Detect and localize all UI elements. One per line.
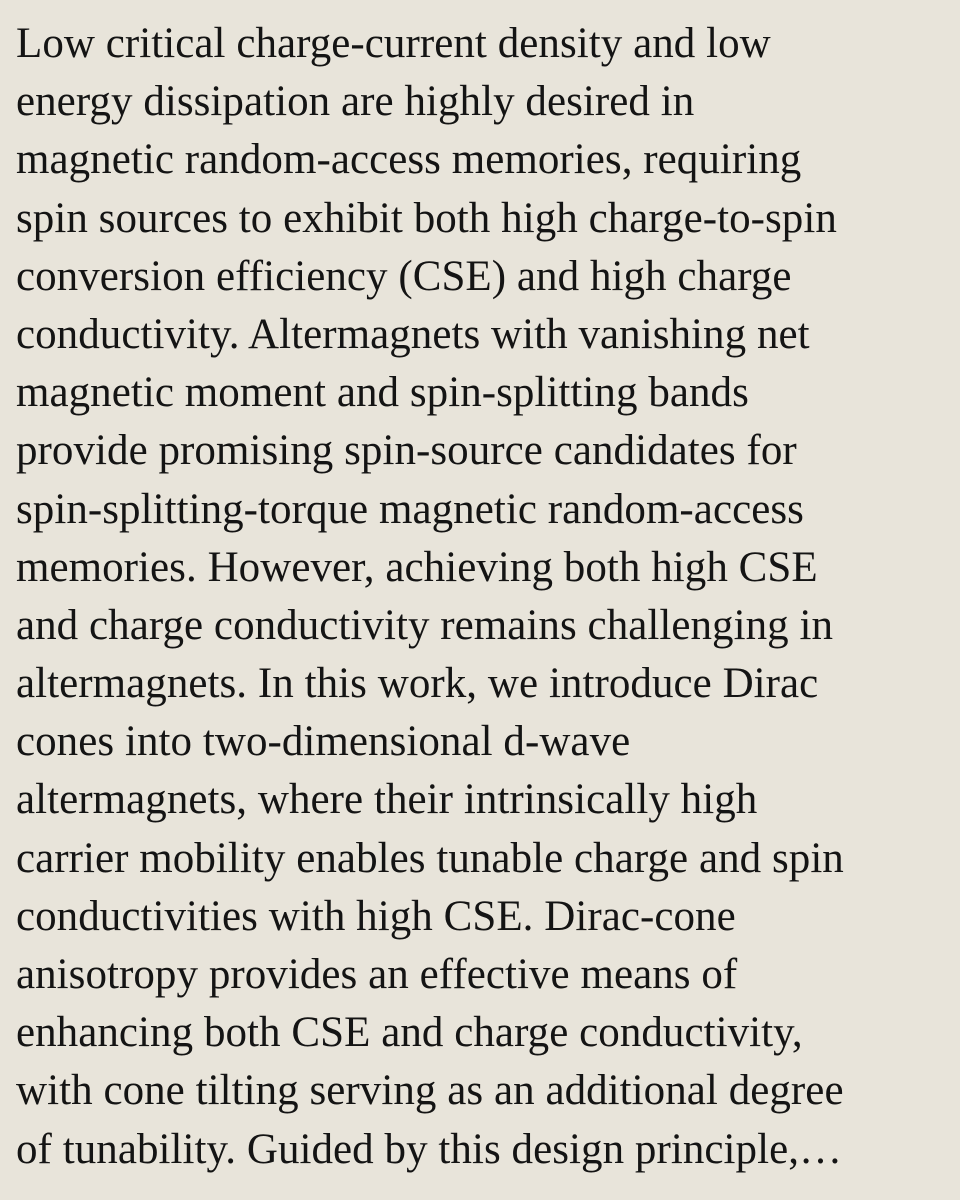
text-line: anisotropy provides an effective means of	[16, 951, 738, 998]
text-line: cones into two-dimensional d-wave	[16, 718, 631, 766]
text-line: of tunability. Guided by this design principle,…	[16, 1125, 843, 1173]
text-line: magnetic random-access memories, requiring	[16, 136, 802, 184]
text-line: conversion efficiency (CSE) and high charge	[16, 252, 792, 300]
text-line: spin-splitting-torque magnetic random-access	[16, 485, 804, 533]
text-line: Low critical charge-current density and low	[16, 20, 771, 67]
text-line: conductivity. Altermagnets with vanishing net	[16, 310, 810, 358]
text-line: altermagnets, where their intrinsically high	[16, 776, 758, 824]
abstract-text	[16, 15, 956, 1179]
text-line: and charge conductivity remains challenging in	[16, 601, 834, 649]
text-line: carrier mobility enables tunable charge and spin	[16, 834, 844, 882]
text-line: memories. However, achieving both high CSE	[16, 543, 818, 591]
text-line: magnetic moment and spin-splitting bands	[16, 369, 749, 417]
text-line: with cone tilting serving as an additional degree	[16, 1067, 844, 1115]
text-line: spin sources to exhibit both high charge-to-spin	[16, 194, 837, 242]
text-line: conductivities with high CSE. Dirac-cone	[16, 892, 736, 940]
text-line: altermagnets. In this work, we introduce Dirac	[16, 660, 819, 708]
text-line: provide promising spin-source candidates for	[16, 427, 797, 475]
text-line: enhancing both CSE and charge conductivity,	[16, 1009, 803, 1057]
text-line: energy dissipation are highly desired in	[16, 78, 695, 126]
